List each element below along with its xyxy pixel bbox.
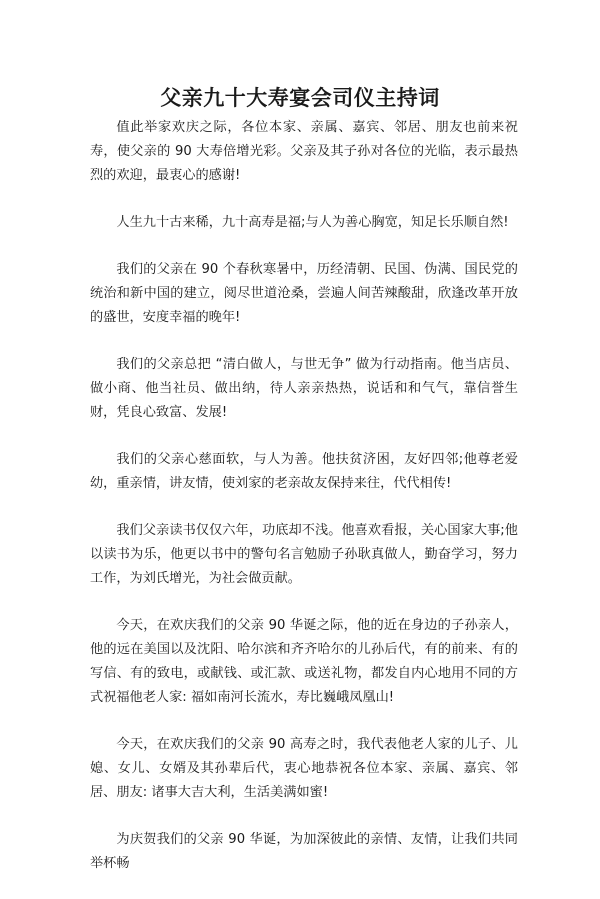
- paragraph-toast: 为庆贺我们的父亲 90 华诞，为加深彼此的亲情、友情，让我们共同举杯畅: [90, 832, 518, 871]
- paragraph-reading: 我们父亲读书仅仅六年，功底却不浅。他喜欢看报，关心国家大事;他以读书为乐，他更以书中的警句名言勉励子孙耿真做人，勤奋学习，努力工作，为刘氏增光，为社会做贡献。: [90, 523, 518, 586]
- paragraph-principles: 我们的父亲总把 “清白做人，与世无争” 做为行动指南。他当店员、做小商、他当社员、做出纳，待人亲亲热热，说话和和气气，靠信誉生财，凭良心致富、发展!: [90, 357, 518, 420]
- paragraph-family-blessings: 今天，在欢庆我们的父亲 90 华诞之际，他的近在身边的子孙亲人，他的远在美国以及沈阳、哈尔滨和齐齐哈尔的儿孙后代，有的前来、有的写信、有的致电，或献钱、或汇款、或送礼物，都发自内心地用不同的方式祝福他老人家: 福如南河长流水，寿比巍峨凤凰山!: [90, 618, 518, 705]
- paragraph-kindness: 我们的父亲心慈面软，与人为善。他扶贫济困，友好四邻;他尊老爱幼，重亲情，讲友情，使刘家的老亲故友保持来往，代代相传!: [90, 452, 518, 491]
- paragraph-guest-wishes: 今天，在欢庆我们的父亲 90 高寿之时，我代表他老人家的儿子、儿媳、女儿、女婿及其孙辈后代，衷心地恭祝各位本家、亲属、嘉宾、邻居、朋友: 诸事大吉大利，生活美满如蜜!: [90, 737, 518, 800]
- paragraph-longevity: 人生九十古来稀，九十高寿是福;与人为善心胸宽，知足长乐顺自然!: [116, 215, 509, 230]
- paragraph-history: 我们的父亲在 90 个春秋寒暑中，历经清朝、民国、伪满、国民党的统治和新中国的建立，阅尽世道沧桑，尝遍人间苦辣酸甜，欣逢改革开放的盛世，安度幸福的晚年!: [90, 262, 518, 325]
- document-title: 父亲九十大寿宴会司仪主持词: [160, 86, 440, 110]
- paragraph-welcome: 值此举家欢庆之际，各位本家、亲属、嘉宾、邻居、朋友也前来祝寿，使父亲的 90 大寿倍增光彩。父亲及其子孙对各位的光临，表示最热烈的欢迎，最衷心的感谢!: [90, 120, 518, 183]
- document-body: [90, 116, 518, 899]
